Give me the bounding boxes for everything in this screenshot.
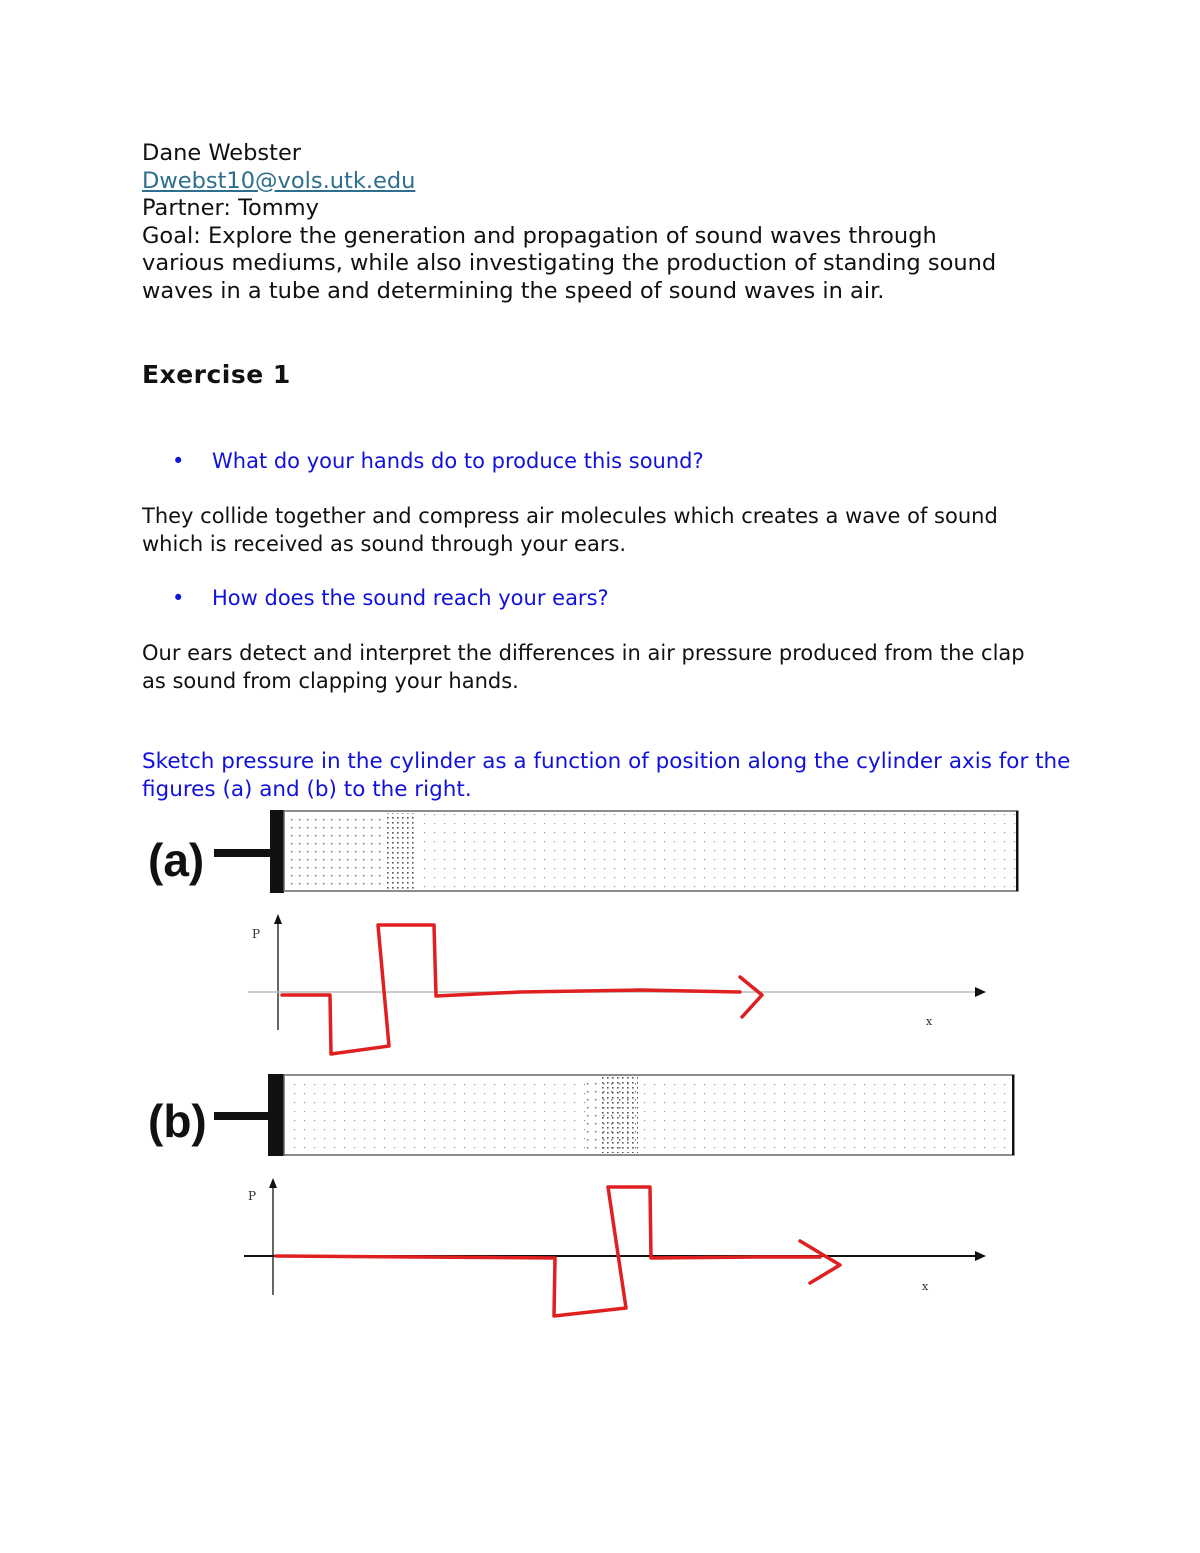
compression-region (600, 1077, 638, 1153)
x-axis-label: x (922, 1280, 929, 1293)
goal-line-1: Goal: Explore the generation and propagation of sound waves through (142, 222, 937, 249)
x-axis-arrow-icon (975, 1251, 986, 1261)
y-axis-label: P (252, 927, 261, 941)
ambient-region (286, 1077, 586, 1153)
figure-a-label: (a) (148, 834, 205, 886)
y-axis-arrow-icon (269, 1178, 277, 1188)
rarefaction-region (286, 813, 386, 889)
y-axis-arrow-icon (274, 914, 282, 924)
graph-a (248, 914, 986, 1054)
figure-a (148, 810, 1018, 893)
answer-2-line-2: as sound from clapping your hands. (142, 668, 519, 693)
pressure-sketch-b (276, 1187, 840, 1316)
pressure-sketch-a (282, 925, 762, 1054)
question-2-text: How does the sound reach your ears? (212, 586, 609, 610)
graph-b (244, 1178, 986, 1316)
piston-plate (268, 1074, 284, 1156)
answer-1-line-2: which is received as sound through your ears. (142, 531, 627, 556)
piston-plate (270, 810, 284, 893)
compression-region (386, 813, 416, 889)
exercise-heading: Exercise 1 (142, 360, 291, 389)
bullet-icon: • (172, 449, 185, 473)
sketch-prompt-line-2: figures (a) and (b) to the right. (142, 777, 472, 802)
goal-line-3: waves in a tube and determining the speed of sound waves in air. (142, 277, 885, 304)
x-axis-arrow-icon (975, 987, 986, 997)
piston-rod (214, 849, 272, 857)
bullet-icon: • (172, 586, 185, 610)
y-axis-label: P (248, 1189, 257, 1203)
partner-line: Partner: Tommy (142, 195, 319, 221)
ambient-region (416, 813, 1016, 889)
sketch-prompt-line-1: Sketch pressure in the cylinder as a function of position along the cylinder axis for the (142, 749, 1071, 774)
piston-rod (214, 1112, 272, 1120)
figure-b (148, 1074, 1014, 1156)
question-1-text: What do your hands do to produce this sound? (212, 449, 704, 473)
email-link[interactable]: Dwebst10@vols.utk.edu (142, 167, 416, 194)
figure-b-label: (b) (148, 1095, 207, 1147)
answer-2-line-1: Our ears detect and interpret the differences in air pressure produced from the clap (142, 641, 1025, 665)
author-name: Dane Webster (142, 140, 302, 166)
goal-line-2: various mediums, while also investigating the production of standing sound (142, 250, 997, 276)
answer-1-line-1: They collide together and compress air molecules which creates a wave of sound (142, 504, 998, 528)
ambient-region (638, 1077, 1012, 1153)
x-axis-label: x (926, 1015, 933, 1028)
